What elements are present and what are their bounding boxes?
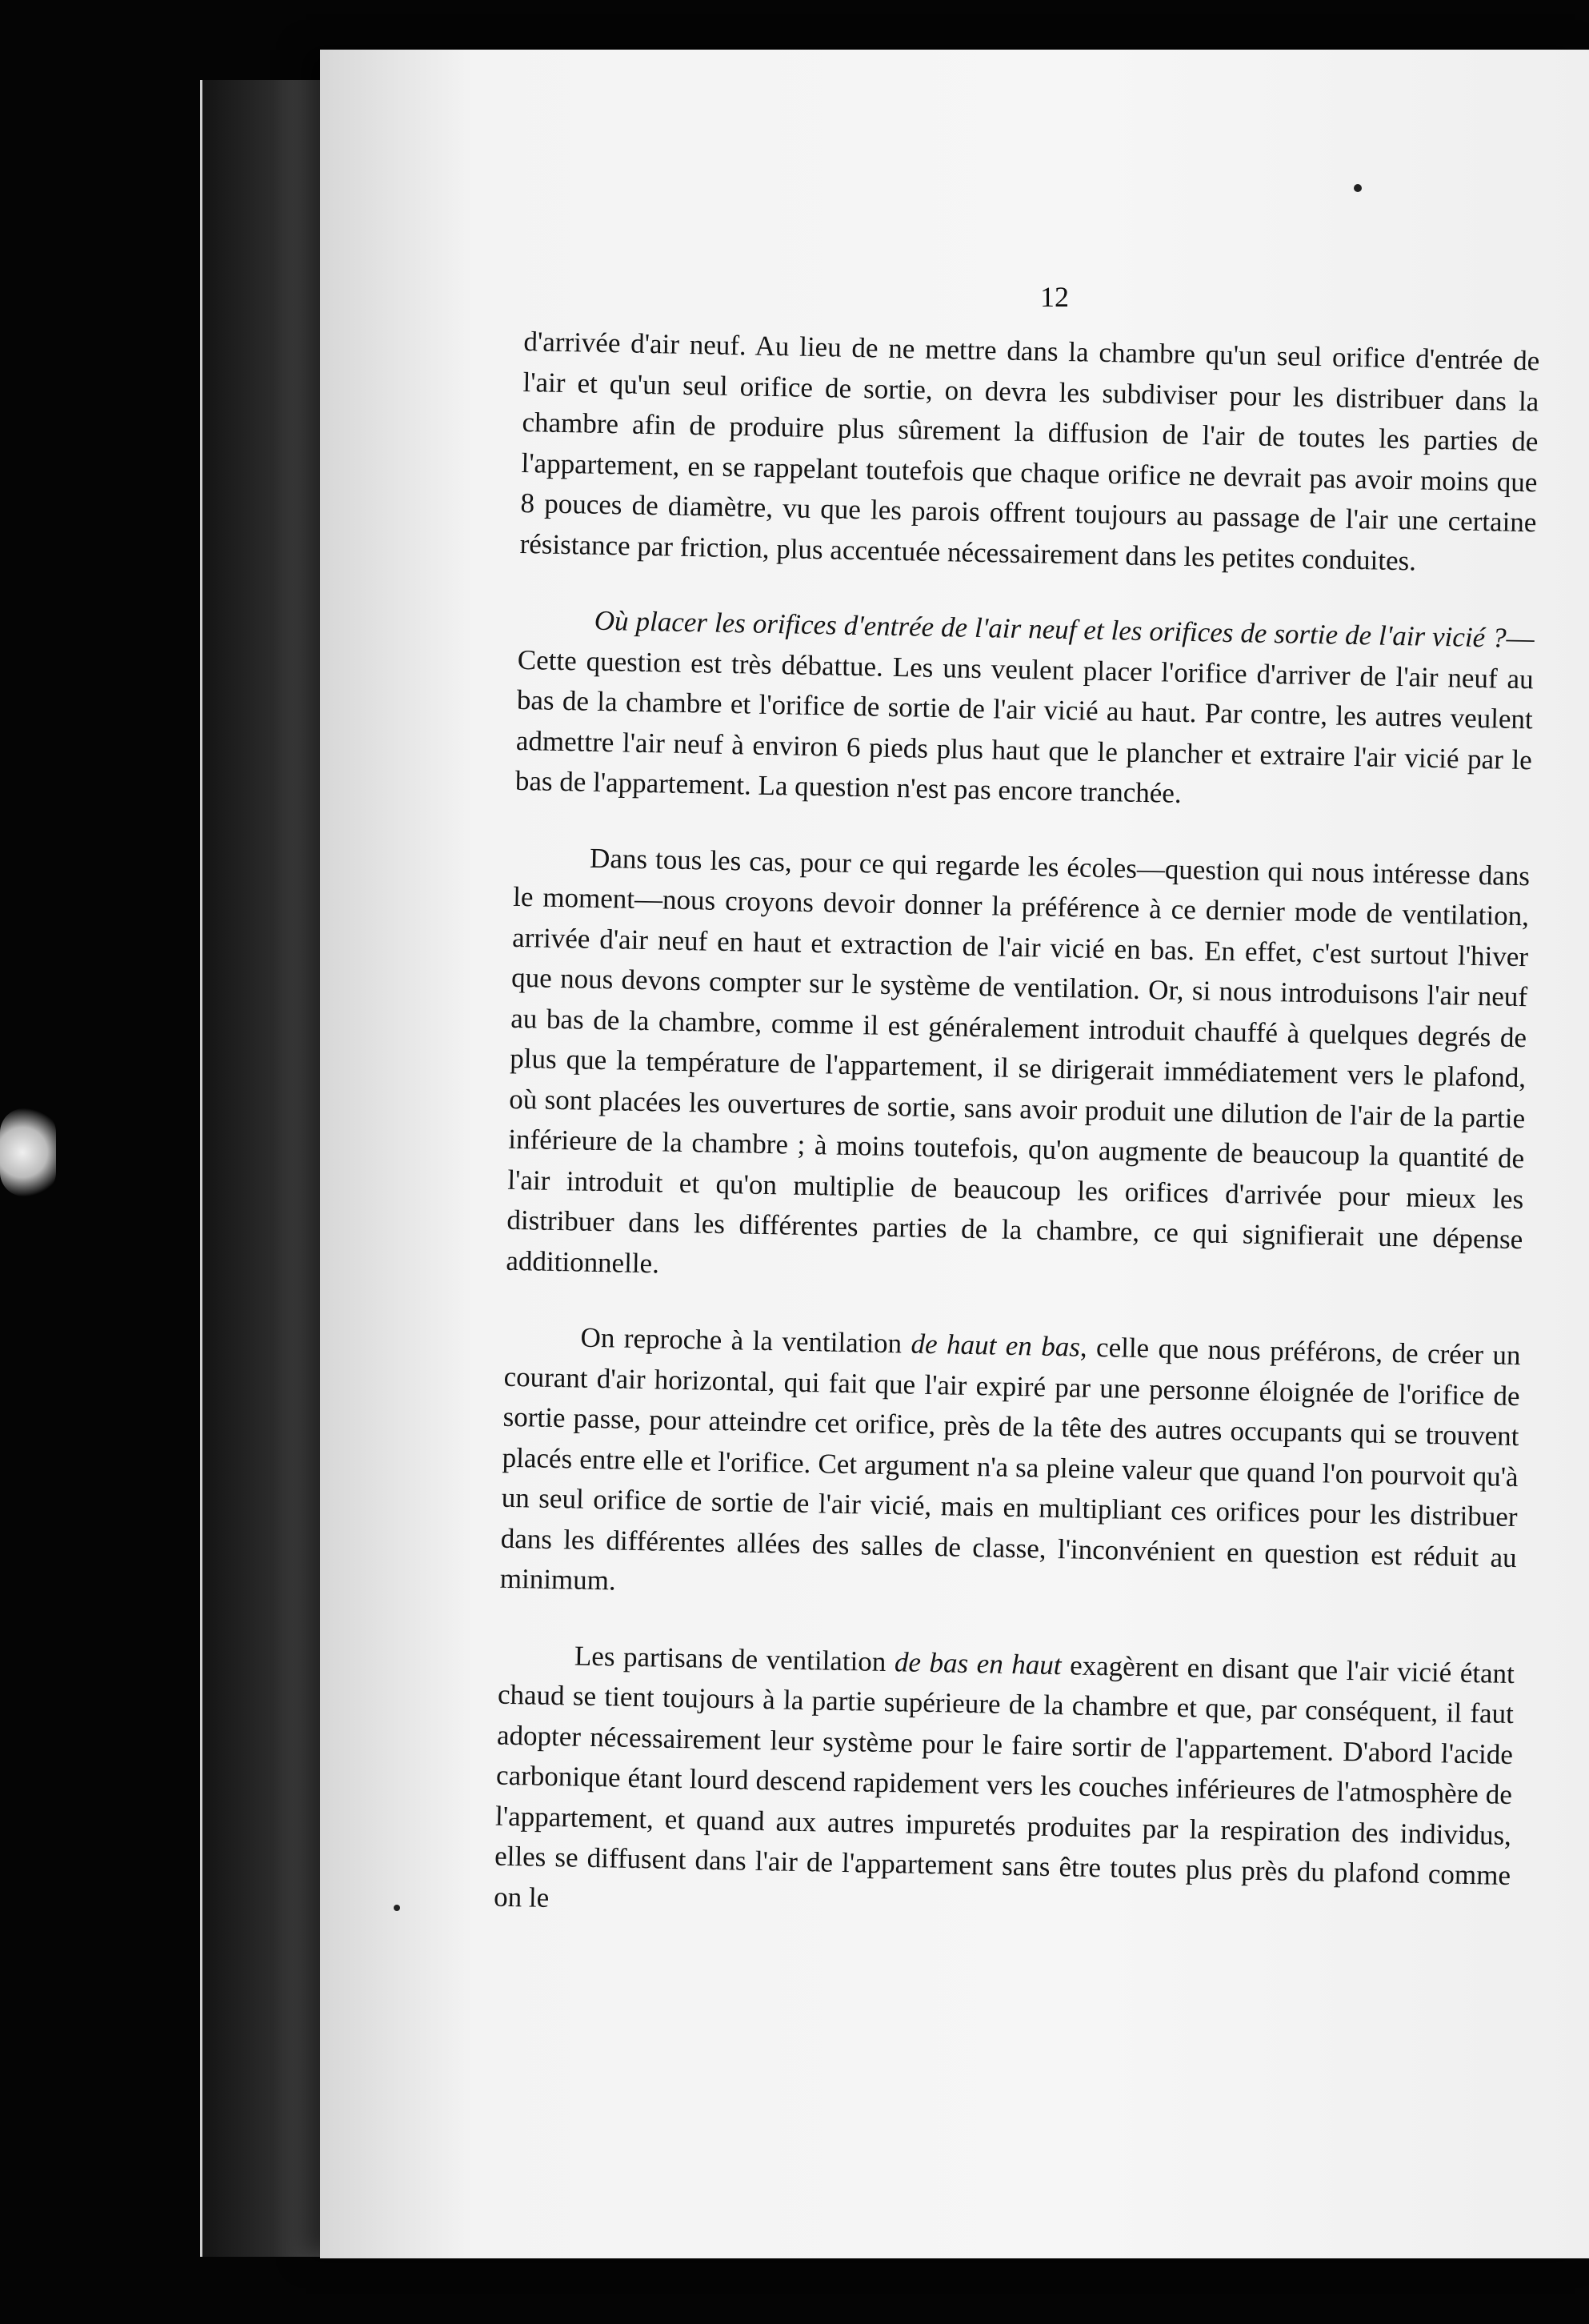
paragraph-text: Les partisans de ventilation — [574, 1640, 895, 1677]
paragraph-text: exagèrent en disant que l'air vicié étant chaud se tient toujours à la partie supérieure de la chambre et que, par conséquent, il faut adopter nécessairement leur système pour le faire sortir de l'appartement. D'abord l'acide carbonique étant lourd descend rapidement vers les couches inférieures de l'atmosphère de l'appartement, et quand aux autres impuretés produites par la respiration des individus, elles se diffusent dans l'air de l'appartement sans être toutes plus près du plafond comme on le — [493, 1649, 1515, 1913]
ink-speck — [1354, 184, 1362, 192]
section-heading: Où placer les orifices d'entrée de l'air neuf et les orifices de sortie de l'air vicié ? — [594, 604, 1507, 654]
paragraph-text: , celle que nous préférons, de créer un courant d'air horizontal, qui fait que l'air expiré par une personne éloignée de l'orifice de sortie passe, pour atteindre cet orifice, près de la tête des autres occupants qui se trouvent placés entre elle et l'orifice. Cet argument n'a sa pleine valeur que quand l'on pourvoit qu'à un seul orifice de sortie de l'air vicié, mais en multipliant ces orifices pour les distribuer dans les différentes allées des salles de classe, l'inconvénient en question est réduit au minimum. — [499, 1331, 1521, 1597]
paragraph-text: On reproche à la ventilation — [580, 1321, 911, 1360]
page-number: 12 — [1040, 281, 1069, 313]
scan-artifact — [0, 1108, 56, 1196]
paragraph-text: Dans tous les cas, pour ce qui regarde les écoles—question qui nous intéresse dans le moment—nous croyons devoir donner la préférence à ce dernier mode de ventilation, arrivée d'air neuf en haut et extraction de l'air vicié en bas. En effet, c'est surtout l'hiver que nous devons compter sur le système de ventilation. Or, si nous introduisons l'air neuf au bas de la chambre, comme il est généralement introduit chauffé à quelques degrés de plus que la température de l'appartement, il se dirigerait immédiatement vers le plafond, où sont placées les ouvertures de sortie, sans avoir produit une dilution de l'air de la partie inférieure de la chambre ; à moins toutefois, qu'on augmente de beaucoup la quantité de l'air introduit et qu'on multiplie de beaucoup les orifices d'arrivée pour mieux les distribuer dans les différentes parties de la chambre, ce qui signifierait une dépense additionnelle. — [506, 842, 1531, 1279]
paragraph-5 — [494, 1634, 1515, 1937]
ink-speck — [394, 1905, 400, 1911]
paragraph-text: d'arrivée d'air neuf. Au lieu de ne mettre dans la chambre qu'un seul orifice d'entrée de l'air et qu'un seul orifice de sortie, on devra les subdiviser pour les distribuer dans la chambre afin de produire plus sûrement la diffusion de l'air de toutes les parties de l'appartement, en se rappelant toutefois que chaque orifice ne devrait pas avoir moins que 8 pouces de diamètre, vu que les parois offrent toujours au passage de l'air une certaine résistance par friction, plus accentuée nécessairement dans les petites conduites. — [519, 325, 1540, 576]
emphasis-text: de bas en haut — [894, 1645, 1062, 1681]
document-page — [320, 50, 1589, 2258]
paragraph-3 — [506, 836, 1530, 1300]
paragraph-2 — [514, 599, 1535, 821]
paragraph-text: —Cette question est très débattue. Les uns veulent placer l'orifice d'arriver de l'air neuf au bas de la chambre et l'orifice de sortie de l'air vicié au haut. Par contre, les autres veulent admettre l'air neuf à environ 6 pieds plus haut que le plancher et extraire l'air vicié par le bas de l'appartement. La question n'est pas encore tranchée. — [514, 622, 1535, 809]
emphasis-text: de haut en bas — [911, 1328, 1081, 1363]
paragraph-1 — [519, 322, 1540, 583]
page-body — [493, 322, 1540, 1972]
paragraph-4 — [499, 1316, 1521, 1619]
